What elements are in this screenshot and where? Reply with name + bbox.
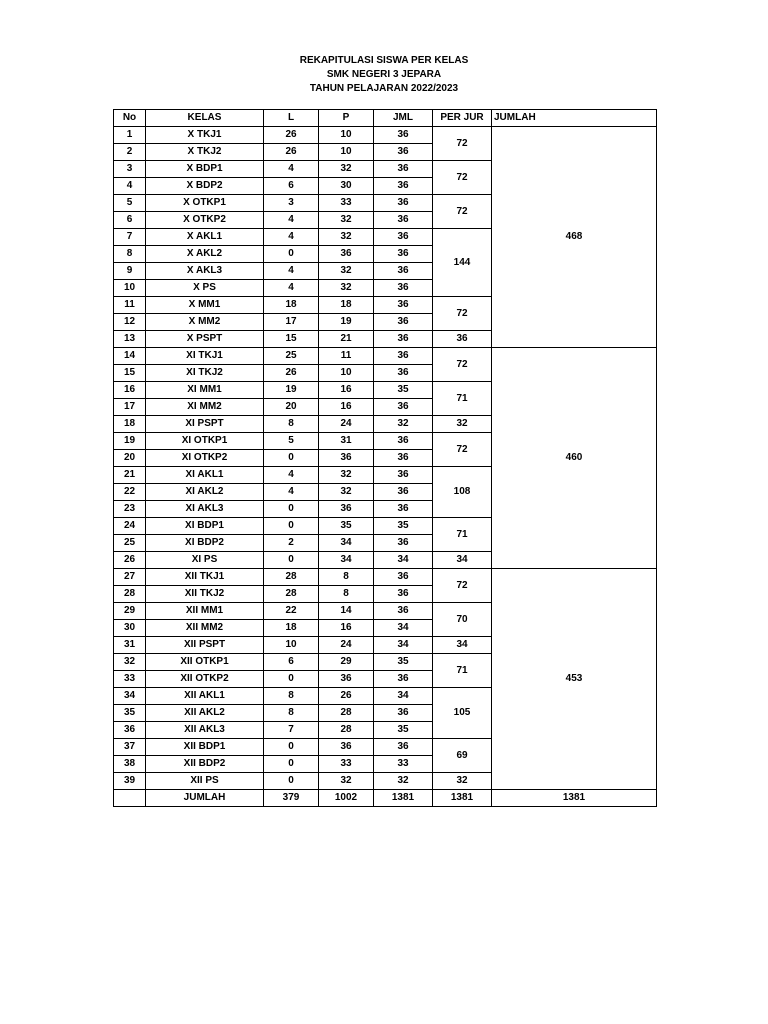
cell-jml: 32: [374, 773, 433, 790]
cell-jml: 33: [374, 756, 433, 773]
cell-no: 7: [114, 229, 146, 246]
cell-l: 8: [264, 416, 319, 433]
cell-perjur: 144: [433, 229, 492, 297]
cell-kelas: XII PS: [146, 773, 264, 790]
cell-jml: 36: [374, 603, 433, 620]
cell-jml: 36: [374, 586, 433, 603]
cell-no: 21: [114, 467, 146, 484]
total-row: [114, 790, 657, 807]
cell-jml: 36: [374, 297, 433, 314]
cell-no: 12: [114, 314, 146, 331]
cell-jml: 36: [374, 178, 433, 195]
cell-no: 31: [114, 637, 146, 654]
cell-p: 16: [319, 620, 374, 637]
cell-jml: 36: [374, 331, 433, 348]
cell-no: 18: [114, 416, 146, 433]
cell-kelas: XI PSPT: [146, 416, 264, 433]
cell-perjur: 71: [433, 518, 492, 552]
cell-kelas: XII AKL2: [146, 705, 264, 722]
title-line-3: TAHUN PELAJARAN 2022/2023: [309, 83, 459, 94]
cell-p: 10: [319, 127, 374, 144]
cell-no: 37: [114, 739, 146, 756]
cell-kelas: X BDP2: [146, 178, 264, 195]
cell-l: 7: [264, 722, 319, 739]
cell-no: 8: [114, 246, 146, 263]
cell-jml: 36: [374, 535, 433, 552]
cell-l: 0: [264, 501, 319, 518]
total-jml: 1381: [374, 790, 433, 807]
cell-l: 26: [264, 127, 319, 144]
cell-jml: 34: [374, 688, 433, 705]
cell-no: 34: [114, 688, 146, 705]
cell-jml: 36: [374, 705, 433, 722]
cell-l: 18: [264, 297, 319, 314]
cell-p: 33: [319, 195, 374, 212]
cell-p: 8: [319, 569, 374, 586]
header-l: L: [264, 110, 319, 127]
cell-perjur: 34: [433, 637, 492, 654]
title-line-1: REKAPITULASI SISWA PER KELAS: [299, 55, 469, 66]
cell-p: 32: [319, 484, 374, 501]
cell-no: 22: [114, 484, 146, 501]
cell-l: 4: [264, 263, 319, 280]
cell-kelas: X TKJ2: [146, 144, 264, 161]
total-perjur: 1381: [433, 790, 492, 807]
cell-no: 3: [114, 161, 146, 178]
cell-jml: 36: [374, 212, 433, 229]
cell-l: 6: [264, 654, 319, 671]
cell-l: 4: [264, 161, 319, 178]
cell-p: 32: [319, 773, 374, 790]
header-perjur: PER JUR: [433, 110, 492, 127]
cell-no: 26: [114, 552, 146, 569]
cell-jml: 35: [374, 518, 433, 535]
document-title: [0, 54, 768, 96]
cell-l: 10: [264, 637, 319, 654]
cell-p: 24: [319, 637, 374, 654]
header-p: P: [319, 110, 374, 127]
cell-p: 32: [319, 280, 374, 297]
cell-jml: 36: [374, 484, 433, 501]
cell-jml: 35: [374, 382, 433, 399]
cell-jml: 36: [374, 467, 433, 484]
cell-jml: 36: [374, 314, 433, 331]
cell-p: 32: [319, 229, 374, 246]
cell-perjur: 70: [433, 603, 492, 637]
cell-jml: 36: [374, 280, 433, 297]
cell-no: 33: [114, 671, 146, 688]
cell-kelas: XI TKJ2: [146, 365, 264, 382]
cell-l: 3: [264, 195, 319, 212]
cell-no: 32: [114, 654, 146, 671]
cell-kelas: X MM2: [146, 314, 264, 331]
cell-p: 32: [319, 263, 374, 280]
cell-kelas: XI AKL1: [146, 467, 264, 484]
cell-perjur: 108: [433, 467, 492, 518]
cell-p: 28: [319, 705, 374, 722]
cell-jumlah: 460: [492, 348, 657, 569]
total-p: 1002: [319, 790, 374, 807]
total-no: [114, 790, 146, 807]
cell-kelas: X OTKP2: [146, 212, 264, 229]
cell-no: 11: [114, 297, 146, 314]
cell-kelas: XII AKL1: [146, 688, 264, 705]
cell-perjur: 36: [433, 331, 492, 348]
cell-l: 4: [264, 484, 319, 501]
cell-l: 5: [264, 433, 319, 450]
cell-jml: 36: [374, 348, 433, 365]
total-jumlah: 1381: [492, 790, 657, 807]
cell-no: 15: [114, 365, 146, 382]
cell-jumlah: 453: [492, 569, 657, 790]
cell-p: 8: [319, 586, 374, 603]
cell-jml: 36: [374, 144, 433, 161]
cell-p: 36: [319, 739, 374, 756]
cell-kelas: X AKL3: [146, 263, 264, 280]
cell-p: 36: [319, 671, 374, 688]
cell-no: 13: [114, 331, 146, 348]
cell-p: 35: [319, 518, 374, 535]
cell-p: 26: [319, 688, 374, 705]
cell-l: 28: [264, 569, 319, 586]
cell-p: 36: [319, 246, 374, 263]
cell-kelas: XI BDP2: [146, 535, 264, 552]
cell-jumlah: 468: [492, 127, 657, 348]
cell-kelas: XII BDP2: [146, 756, 264, 773]
cell-perjur: 71: [433, 382, 492, 416]
cell-jml: 36: [374, 739, 433, 756]
cell-l: 20: [264, 399, 319, 416]
cell-jml: 36: [374, 450, 433, 467]
cell-jml: 36: [374, 195, 433, 212]
cell-p: 31: [319, 433, 374, 450]
cell-jml: 36: [374, 229, 433, 246]
table-row: [114, 569, 657, 586]
cell-no: 1: [114, 127, 146, 144]
title-line-2: SMK NEGERI 3 JEPARA: [326, 69, 442, 80]
cell-jml: 34: [374, 620, 433, 637]
cell-no: 27: [114, 569, 146, 586]
table-row: [114, 348, 657, 365]
cell-kelas: XI TKJ1: [146, 348, 264, 365]
cell-l: 0: [264, 518, 319, 535]
cell-kelas: XI OTKP1: [146, 433, 264, 450]
cell-l: 4: [264, 212, 319, 229]
cell-jml: 36: [374, 161, 433, 178]
cell-l: 18: [264, 620, 319, 637]
cell-perjur: 72: [433, 433, 492, 467]
cell-perjur: 34: [433, 552, 492, 569]
cell-l: 25: [264, 348, 319, 365]
cell-l: 26: [264, 365, 319, 382]
cell-l: 0: [264, 773, 319, 790]
cell-p: 30: [319, 178, 374, 195]
cell-p: 28: [319, 722, 374, 739]
cell-perjur: 32: [433, 416, 492, 433]
cell-p: 34: [319, 535, 374, 552]
cell-p: 36: [319, 450, 374, 467]
cell-kelas: XI MM1: [146, 382, 264, 399]
cell-l: 4: [264, 467, 319, 484]
cell-no: 28: [114, 586, 146, 603]
cell-p: 21: [319, 331, 374, 348]
cell-perjur: 72: [433, 297, 492, 331]
cell-no: 6: [114, 212, 146, 229]
cell-jml: 34: [374, 552, 433, 569]
cell-no: 5: [114, 195, 146, 212]
table-row: [114, 127, 657, 144]
cell-l: 19: [264, 382, 319, 399]
cell-kelas: XI AKL2: [146, 484, 264, 501]
cell-l: 8: [264, 705, 319, 722]
cell-kelas: X PSPT: [146, 331, 264, 348]
cell-l: 4: [264, 229, 319, 246]
cell-p: 33: [319, 756, 374, 773]
cell-kelas: XII OTKP2: [146, 671, 264, 688]
cell-l: 4: [264, 280, 319, 297]
cell-kelas: X TKJ1: [146, 127, 264, 144]
cell-jml: 36: [374, 671, 433, 688]
cell-kelas: XI MM2: [146, 399, 264, 416]
cell-perjur: 32: [433, 773, 492, 790]
cell-p: 32: [319, 467, 374, 484]
cell-no: 30: [114, 620, 146, 637]
cell-no: 24: [114, 518, 146, 535]
cell-jml: 36: [374, 433, 433, 450]
cell-l: 17: [264, 314, 319, 331]
cell-perjur: 72: [433, 348, 492, 382]
cell-p: 10: [319, 144, 374, 161]
cell-p: 29: [319, 654, 374, 671]
cell-no: 9: [114, 263, 146, 280]
cell-jml: 36: [374, 399, 433, 416]
cell-no: 36: [114, 722, 146, 739]
cell-perjur: 72: [433, 161, 492, 195]
cell-kelas: XII BDP1: [146, 739, 264, 756]
cell-no: 20: [114, 450, 146, 467]
cell-no: 14: [114, 348, 146, 365]
cell-perjur: 72: [433, 569, 492, 603]
cell-kelas: XII MM1: [146, 603, 264, 620]
cell-p: 19: [319, 314, 374, 331]
cell-jml: 36: [374, 263, 433, 280]
cell-no: 2: [114, 144, 146, 161]
cell-kelas: XII TKJ2: [146, 586, 264, 603]
cell-jml: 32: [374, 416, 433, 433]
cell-l: 0: [264, 246, 319, 263]
cell-l: 8: [264, 688, 319, 705]
table-body: [114, 127, 657, 790]
cell-perjur: 72: [433, 127, 492, 161]
cell-no: 25: [114, 535, 146, 552]
cell-kelas: X AKL2: [146, 246, 264, 263]
cell-jml: 35: [374, 654, 433, 671]
cell-kelas: XII MM2: [146, 620, 264, 637]
header-kelas: KELAS: [146, 110, 264, 127]
cell-l: 26: [264, 144, 319, 161]
cell-kelas: X AKL1: [146, 229, 264, 246]
cell-no: 29: [114, 603, 146, 620]
cell-l: 22: [264, 603, 319, 620]
cell-p: 16: [319, 382, 374, 399]
cell-l: 28: [264, 586, 319, 603]
cell-kelas: XI OTKP2: [146, 450, 264, 467]
cell-l: 2: [264, 535, 319, 552]
cell-jml: 34: [374, 637, 433, 654]
cell-kelas: X MM1: [146, 297, 264, 314]
header-jumlah: JUMLAH: [492, 110, 657, 127]
cell-p: 18: [319, 297, 374, 314]
cell-no: 16: [114, 382, 146, 399]
cell-perjur: 71: [433, 654, 492, 688]
cell-no: 23: [114, 501, 146, 518]
cell-p: 24: [319, 416, 374, 433]
cell-no: 38: [114, 756, 146, 773]
cell-kelas: X OTKP1: [146, 195, 264, 212]
header-row: [114, 110, 657, 127]
total-label: JUMLAH: [146, 790, 264, 807]
cell-l: 0: [264, 552, 319, 569]
cell-p: 10: [319, 365, 374, 382]
cell-p: 32: [319, 212, 374, 229]
cell-kelas: XII TKJ1: [146, 569, 264, 586]
cell-p: 14: [319, 603, 374, 620]
cell-perjur: 105: [433, 688, 492, 739]
cell-l: 15: [264, 331, 319, 348]
cell-p: 32: [319, 161, 374, 178]
cell-l: 0: [264, 756, 319, 773]
cell-jml: 36: [374, 501, 433, 518]
cell-l: 6: [264, 178, 319, 195]
cell-no: 17: [114, 399, 146, 416]
cell-kelas: X PS: [146, 280, 264, 297]
cell-l: 0: [264, 450, 319, 467]
cell-jml: 36: [374, 365, 433, 382]
cell-kelas: XII PSPT: [146, 637, 264, 654]
cell-no: 19: [114, 433, 146, 450]
cell-jml: 36: [374, 127, 433, 144]
cell-p: 34: [319, 552, 374, 569]
cell-kelas: XII OTKP1: [146, 654, 264, 671]
cell-l: 0: [264, 671, 319, 688]
cell-kelas: XII AKL3: [146, 722, 264, 739]
cell-p: 36: [319, 501, 374, 518]
cell-kelas: XI AKL3: [146, 501, 264, 518]
cell-l: 0: [264, 739, 319, 756]
cell-jml: 36: [374, 246, 433, 263]
cell-p: 16: [319, 399, 374, 416]
total-l: 379: [264, 790, 319, 807]
cell-kelas: XI BDP1: [146, 518, 264, 535]
recap-table: [113, 109, 657, 807]
cell-no: 10: [114, 280, 146, 297]
cell-jml: 35: [374, 722, 433, 739]
cell-p: 11: [319, 348, 374, 365]
header-jml: JML: [374, 110, 433, 127]
cell-no: 4: [114, 178, 146, 195]
cell-no: 39: [114, 773, 146, 790]
cell-jml: 36: [374, 569, 433, 586]
cell-kelas: XI PS: [146, 552, 264, 569]
cell-perjur: 69: [433, 739, 492, 773]
cell-kelas: X BDP1: [146, 161, 264, 178]
header-no: No: [114, 110, 146, 127]
cell-perjur: 72: [433, 195, 492, 229]
cell-no: 35: [114, 705, 146, 722]
